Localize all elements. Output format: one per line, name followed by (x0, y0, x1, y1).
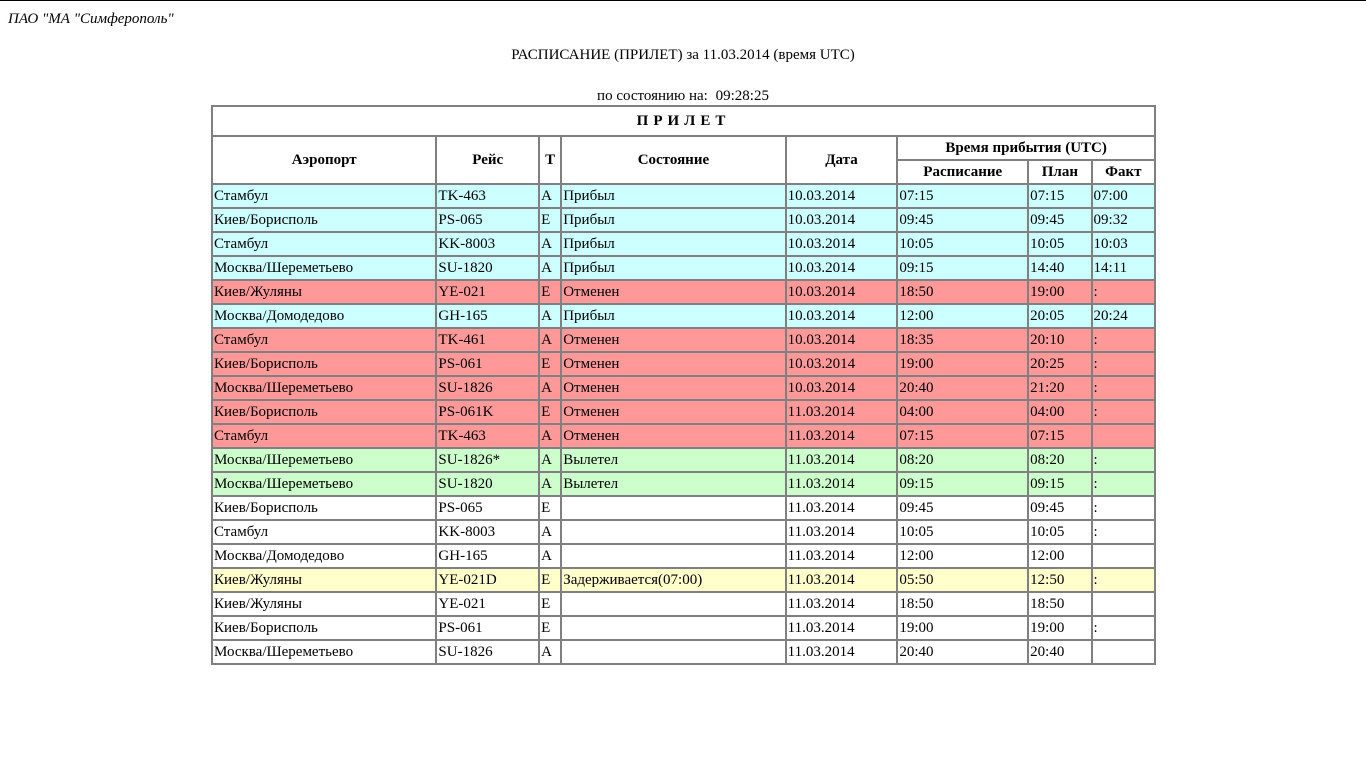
table-body (212, 184, 1155, 664)
cell-flight: PS-061 (436, 352, 539, 376)
cell-status: Вылетел (561, 448, 785, 472)
cell-actual (1092, 640, 1155, 664)
cell-plan: 10:05 (1028, 520, 1091, 544)
table-banner: ПРИЛЕТ (212, 106, 1155, 136)
cell-terminal: E (539, 568, 561, 592)
cell-status: Отменен (561, 400, 785, 424)
cell-scheduled: 09:45 (897, 496, 1028, 520)
cell-status: Прибыл (561, 208, 785, 232)
cell-flight: SU-1826 (436, 640, 539, 664)
table-row (212, 280, 1155, 304)
cell-airport: Киев/Борисполь (212, 496, 436, 520)
cell-status: Отменен (561, 376, 785, 400)
cell-status: Отменен (561, 352, 785, 376)
cell-flight: KK-8003 (436, 520, 539, 544)
cell-terminal: A (539, 544, 561, 568)
cell-terminal: E (539, 208, 561, 232)
cell-actual: : (1092, 496, 1155, 520)
company-name: ПАО "МА "Симферополь" (8, 11, 174, 27)
cell-date: 11.03.2014 (786, 568, 898, 592)
cell-status: Отменен (561, 328, 785, 352)
cell-flight: SU-1820 (436, 256, 539, 280)
table-row (212, 640, 1155, 664)
cell-plan: 12:50 (1028, 568, 1091, 592)
cell-date: 10.03.2014 (786, 232, 898, 256)
cell-actual (1092, 424, 1155, 448)
cell-plan: 18:50 (1028, 592, 1091, 616)
cell-plan: 20:10 (1028, 328, 1091, 352)
table-row (212, 472, 1155, 496)
cell-scheduled: 18:50 (897, 592, 1028, 616)
cell-terminal: A (539, 184, 561, 208)
table-row (212, 496, 1155, 520)
cell-scheduled: 18:35 (897, 328, 1028, 352)
header-status: Состояние (561, 136, 785, 184)
cell-date: 11.03.2014 (786, 520, 898, 544)
cell-date: 11.03.2014 (786, 640, 898, 664)
cell-terminal: E (539, 400, 561, 424)
cell-actual: : (1092, 616, 1155, 640)
table-row (212, 232, 1155, 256)
table-row (212, 448, 1155, 472)
header-arrival-time-group: Время прибытия (UTC) (897, 136, 1155, 160)
table-row (212, 544, 1155, 568)
table-row (212, 184, 1155, 208)
cell-plan: 09:45 (1028, 208, 1091, 232)
cell-plan: 19:00 (1028, 280, 1091, 304)
cell-flight: PS-061K (436, 400, 539, 424)
cell-actual: : (1092, 328, 1155, 352)
cell-airport: Киев/Жуляны (212, 592, 436, 616)
cell-airport: Москва/Шереметьево (212, 640, 436, 664)
cell-plan: 07:15 (1028, 184, 1091, 208)
cell-date: 10.03.2014 (786, 352, 898, 376)
cell-scheduled: 09:45 (897, 208, 1028, 232)
cell-flight: PS-065 (436, 208, 539, 232)
cell-airport: Москва/Шереметьево (212, 448, 436, 472)
header-actual: Факт (1092, 160, 1155, 184)
cell-status: Прибыл (561, 232, 785, 256)
cell-status (561, 592, 785, 616)
cell-date: 10.03.2014 (786, 208, 898, 232)
cell-airport: Стамбул (212, 424, 436, 448)
cell-scheduled: 10:05 (897, 232, 1028, 256)
header-flight: Рейс (436, 136, 539, 184)
cell-plan: 21:20 (1028, 376, 1091, 400)
cell-scheduled: 09:15 (897, 256, 1028, 280)
cell-airport: Киев/Борисполь (212, 208, 436, 232)
cell-actual: 14:11 (1092, 256, 1155, 280)
cell-flight: KK-8003 (436, 232, 539, 256)
table-row (212, 328, 1155, 352)
cell-plan: 20:25 (1028, 352, 1091, 376)
status-timestamp (0, 88, 1366, 105)
cell-flight: SU-1820 (436, 472, 539, 496)
cell-date: 10.03.2014 (786, 304, 898, 328)
cell-status: Вылетел (561, 472, 785, 496)
cell-status: Прибыл (561, 256, 785, 280)
table-row (212, 376, 1155, 400)
cell-actual: 09:32 (1092, 208, 1155, 232)
table-row (212, 400, 1155, 424)
cell-terminal: A (539, 376, 561, 400)
cell-scheduled: 05:50 (897, 568, 1028, 592)
cell-date: 11.03.2014 (786, 400, 898, 424)
cell-scheduled: 18:50 (897, 280, 1028, 304)
cell-flight: PS-065 (436, 496, 539, 520)
cell-plan: 04:00 (1028, 400, 1091, 424)
cell-status (561, 544, 785, 568)
cell-flight: YE-021 (436, 280, 539, 304)
cell-status: Прибыл (561, 184, 785, 208)
cell-terminal: A (539, 448, 561, 472)
cell-status (561, 496, 785, 520)
header-plan: План (1028, 160, 1091, 184)
cell-status: Отменен (561, 280, 785, 304)
cell-airport: Стамбул (212, 184, 436, 208)
cell-flight: TK-463 (436, 184, 539, 208)
cell-date: 11.03.2014 (786, 472, 898, 496)
cell-plan: 12:00 (1028, 544, 1091, 568)
cell-scheduled: 07:15 (897, 184, 1028, 208)
cell-flight: YE-021 (436, 592, 539, 616)
cell-plan: 07:15 (1028, 424, 1091, 448)
cell-airport: Москва/Шереметьево (212, 256, 436, 280)
cell-status (561, 520, 785, 544)
cell-actual: : (1092, 280, 1155, 304)
cell-scheduled: 04:00 (897, 400, 1028, 424)
cell-terminal: A (539, 304, 561, 328)
cell-airport: Москва/Шереметьево (212, 376, 436, 400)
cell-scheduled: 08:20 (897, 448, 1028, 472)
cell-scheduled: 19:00 (897, 616, 1028, 640)
cell-actual: : (1092, 568, 1155, 592)
cell-date: 11.03.2014 (786, 424, 898, 448)
cell-scheduled: 10:05 (897, 520, 1028, 544)
cell-date: 10.03.2014 (786, 376, 898, 400)
cell-terminal: E (539, 592, 561, 616)
table-row (212, 616, 1155, 640)
cell-scheduled: 20:40 (897, 376, 1028, 400)
cell-flight: YE-021D (436, 568, 539, 592)
header-airport: Аэропорт (212, 136, 436, 184)
cell-status: Прибыл (561, 304, 785, 328)
cell-actual: : (1092, 352, 1155, 376)
cell-plan: 08:20 (1028, 448, 1091, 472)
arrivals-table (211, 105, 1156, 665)
table-row (212, 424, 1155, 448)
cell-scheduled: 19:00 (897, 352, 1028, 376)
cell-airport: Стамбул (212, 232, 436, 256)
cell-date: 11.03.2014 (786, 592, 898, 616)
header-scheduled: Расписание (897, 160, 1028, 184)
top-divider (0, 0, 1366, 1)
cell-date: 11.03.2014 (786, 544, 898, 568)
cell-plan: 09:45 (1028, 496, 1091, 520)
cell-status: Отменен (561, 424, 785, 448)
cell-status (561, 616, 785, 640)
cell-flight: GH-165 (436, 544, 539, 568)
cell-terminal: A (539, 232, 561, 256)
cell-airport: Киев/Жуляны (212, 280, 436, 304)
cell-status: Задерживается(07:00) (561, 568, 785, 592)
cell-airport: Москва/Домодедово (212, 544, 436, 568)
header-terminal: Т (539, 136, 561, 184)
cell-scheduled: 09:15 (897, 472, 1028, 496)
cell-airport: Киев/Борисполь (212, 616, 436, 640)
cell-plan: 09:15 (1028, 472, 1091, 496)
cell-plan: 20:40 (1028, 640, 1091, 664)
cell-airport: Киев/Борисполь (212, 400, 436, 424)
cell-date: 11.03.2014 (786, 496, 898, 520)
cell-flight: SU-1826* (436, 448, 539, 472)
cell-actual: : (1092, 400, 1155, 424)
table-banner-row (212, 106, 1155, 136)
cell-terminal: A (539, 640, 561, 664)
cell-airport: Киев/Жуляны (212, 568, 436, 592)
cell-date: 11.03.2014 (786, 448, 898, 472)
cell-plan: 10:05 (1028, 232, 1091, 256)
cell-terminal: A (539, 424, 561, 448)
cell-airport: Стамбул (212, 328, 436, 352)
cell-terminal: E (539, 496, 561, 520)
table-row (212, 208, 1155, 232)
table-header-row (212, 136, 1155, 160)
page-title: РАСПИСАНИЕ (ПРИЛЕТ) за 11.03.2014 (время UTC) (511, 47, 855, 63)
cell-airport: Москва/Домодедово (212, 304, 436, 328)
table-row (212, 568, 1155, 592)
cell-airport: Москва/Шереметьево (212, 472, 436, 496)
cell-plan: 19:00 (1028, 616, 1091, 640)
cell-terminal: E (539, 616, 561, 640)
cell-status (561, 640, 785, 664)
cell-actual (1092, 544, 1155, 568)
cell-terminal: A (539, 328, 561, 352)
cell-terminal: A (539, 256, 561, 280)
cell-airport: Стамбул (212, 520, 436, 544)
cell-flight: GH-165 (436, 304, 539, 328)
table-row (212, 352, 1155, 376)
table-row (212, 304, 1155, 328)
header-date: Дата (786, 136, 898, 184)
table-row (212, 520, 1155, 544)
table-row (212, 592, 1155, 616)
as-of-time: 09:28:25 (715, 88, 769, 104)
cell-actual: 10:03 (1092, 232, 1155, 256)
as-of-label: по состоянию на: (597, 88, 708, 104)
cell-actual: 20:24 (1092, 304, 1155, 328)
cell-flight: TK-461 (436, 328, 539, 352)
cell-date: 11.03.2014 (786, 616, 898, 640)
cell-plan: 14:40 (1028, 256, 1091, 280)
cell-date: 10.03.2014 (786, 184, 898, 208)
cell-flight: SU-1826 (436, 376, 539, 400)
cell-actual: : (1092, 376, 1155, 400)
cell-scheduled: 07:15 (897, 424, 1028, 448)
cell-scheduled: 20:40 (897, 640, 1028, 664)
cell-terminal: A (539, 520, 561, 544)
cell-flight: PS-061 (436, 616, 539, 640)
cell-terminal: E (539, 352, 561, 376)
cell-date: 10.03.2014 (786, 328, 898, 352)
cell-actual: : (1092, 520, 1155, 544)
cell-actual: : (1092, 448, 1155, 472)
cell-date: 10.03.2014 (786, 280, 898, 304)
cell-actual: 07:00 (1092, 184, 1155, 208)
table-row (212, 256, 1155, 280)
cell-scheduled: 12:00 (897, 304, 1028, 328)
cell-actual: : (1092, 472, 1155, 496)
cell-flight: TK-463 (436, 424, 539, 448)
cell-airport: Киев/Борисполь (212, 352, 436, 376)
cell-plan: 20:05 (1028, 304, 1091, 328)
cell-scheduled: 12:00 (897, 544, 1028, 568)
cell-terminal: A (539, 472, 561, 496)
cell-date: 10.03.2014 (786, 256, 898, 280)
cell-actual (1092, 592, 1155, 616)
cell-terminal: E (539, 280, 561, 304)
